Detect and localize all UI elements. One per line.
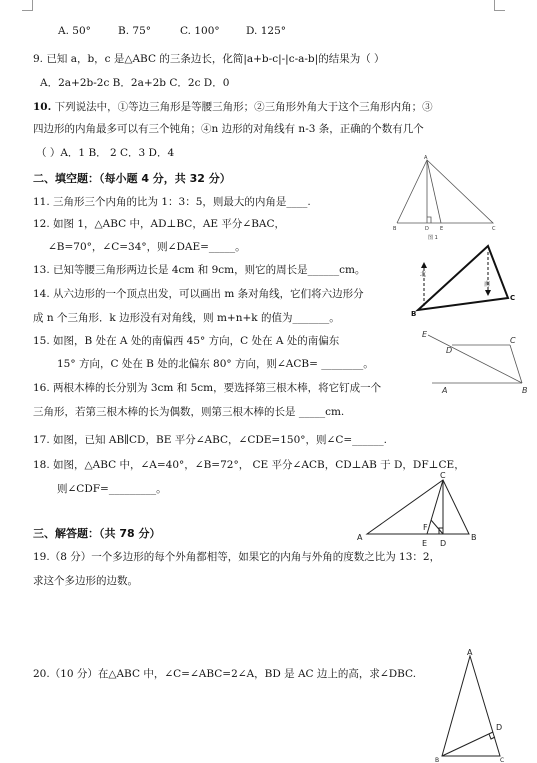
fig20-altitude-bd: [442, 732, 493, 756]
fig18-perpendicular-df: [431, 520, 443, 534]
fig18-label-f: F: [423, 523, 428, 532]
q15-line2: 15° 方向，C 处在 B 处的北偏东 80° 方向，则∠ACB= ________。: [57, 358, 374, 370]
q8-option-d: D. 125°: [246, 25, 287, 37]
crop-mark-top-right: [494, 0, 505, 11]
q12-line2: ∠B=70°，∠C=34°，则∠DAE=_____。: [48, 241, 246, 253]
q10-line3: （ ）A．1 B． 2 C．3 D．4: [36, 147, 175, 159]
fig1-triangle-outline: [397, 160, 493, 223]
q10-line1: [33, 101, 433, 114]
figure-q18-triangle: [355, 470, 490, 550]
fig17-label-b: B: [522, 386, 528, 395]
fig20-label-c: C: [500, 757, 505, 763]
section-solutions-heading: 三、解答题：（共 78 分）: [33, 527, 161, 540]
figure-direction-triangle: [410, 238, 520, 318]
fig-dir-label-north: 北: [420, 271, 427, 278]
q8-option-c: C. 100°: [180, 25, 220, 37]
q12-line1: 12. 如图 1，△ABC 中，AD⊥BC，AE 平分∠BAC，: [33, 218, 286, 230]
fig1-label-c: C: [492, 226, 496, 232]
q9-options: A．2a+2b-2c B．2a+2b C．2c D．0: [40, 77, 230, 89]
fig20-label-b: B: [435, 757, 440, 763]
q16-line2: 三角形，若第三根木棒的长为偶数，则第三根木棒的长是 _____cm.: [33, 406, 345, 418]
q18-line1: 18. 如图，△ABC 中，∠A=40°，∠B=72°， CE 平分∠ACB，CD⊥AB 于 D，DF⊥CE，: [33, 459, 465, 471]
fig-dir-label-south: 南: [484, 281, 491, 288]
fig1-label-a: A: [424, 155, 428, 161]
q8-option-b: B. 75°: [118, 25, 152, 37]
fig18-label-c: C: [440, 471, 446, 480]
fig1-label-d: D: [425, 226, 429, 232]
fig-dir-arrow-b: [421, 262, 427, 268]
fig18-bisector-ce: [427, 480, 443, 534]
q15-line1: 15. 如图，B 处在 A 处的南偏西 45° 方向，C 处在 A 处的南偏东: [33, 335, 340, 347]
q10-line1-text: 下列说法中，①等边三角形是等腰三角形；②三角形外角大于这个三角形内角；③: [54, 101, 433, 113]
figure-1-triangle: [385, 155, 505, 245]
q14-line1: 14. 从六边形的一个顶点出发，可以画出 m 条对角线，它们将六边形分: [33, 288, 364, 300]
fig-dir-label-c: C: [510, 294, 516, 302]
crop-mark-top-left: [22, 0, 33, 11]
fig17-label-d: D: [446, 346, 453, 355]
fig18-label-b: B: [471, 533, 477, 542]
fig-dir-label-b: B: [411, 310, 417, 318]
q17-text: 17. 如图，已知 AB∥CD，BE 平分∠ABC，∠CDE=150°，则∠C=______.: [33, 434, 387, 446]
fig17-label-a: A: [442, 386, 448, 395]
q10-line2: 四边形的内角最多可以有三个钝角；④n 边形的对角线有 n-3 条，正确的个数有几个: [33, 123, 424, 135]
fig18-label-d: D: [440, 539, 447, 548]
fig17-label-c: C: [510, 336, 516, 345]
q8-option-a: A. 50°: [58, 25, 91, 37]
fig18-triangle-outline: [367, 480, 469, 534]
q16-line1: 16. 两根木棒的长分别为 3cm 和 5cm，要选择第三根木棒，将它钉成一个: [33, 382, 382, 394]
q19-line2: 求这个多边形的边数。: [33, 575, 138, 587]
fig20-label-a: A: [467, 648, 473, 657]
fig1-right-angle-mark: [427, 217, 431, 223]
fig1-label-b: B: [393, 226, 397, 232]
fig-dir-arrow-a: [485, 290, 491, 296]
fig17-label-e: E: [422, 330, 428, 339]
figure-q20-triangle: [430, 648, 520, 763]
q14-line2: 成 n 个三角形．k 边形没有对角线，则 m+n+k 的值为_______。: [33, 312, 340, 324]
fig1-bisector-ae: [427, 160, 441, 223]
q13-text: 13. 已知等腰三角形两边长是 4cm 和 9cm，则它的周长是______cm。: [33, 264, 366, 276]
fig1-caption: 图 1: [428, 235, 438, 241]
fig18-label-a: A: [357, 533, 363, 542]
fig18-label-e: E: [422, 539, 428, 548]
figure-q17-parallel: [418, 325, 533, 397]
fig-dir-triangle-outline: [418, 246, 508, 310]
q9-stem: 9. 已知 a，b，c 是△ABC 的三条边长，化简|a+b-c|-|c-a-b|的结果为（ ）: [33, 53, 385, 65]
section-fill-in-heading: 二、填空题：（每小题 4 分，共 32 分）: [33, 172, 231, 185]
fig17-line-bc: [510, 345, 522, 383]
fig20-label-d: D: [496, 723, 503, 732]
fig17-line-be: [428, 335, 522, 383]
q19-line1: 19.（8 分）一个多边形的每个外角都相等，如果它的内角与外角的度数之比为 13：2，: [33, 551, 441, 563]
fig20-triangle-outline: [442, 656, 503, 756]
fig1-label-e: E: [440, 226, 444, 232]
q10-number: 10.: [33, 101, 52, 113]
q18-line2: 则∠CDF=_________。: [57, 483, 167, 495]
q11-text: 11. 三角形三个内角的比为 1：3：5，则最大的内角是____.: [33, 196, 311, 208]
q20-text: 20.（10 分）在△ABC 中，∠C=∠ABC=2∠A，BD 是 AC 边上的高，求∠DBC.: [33, 668, 417, 680]
